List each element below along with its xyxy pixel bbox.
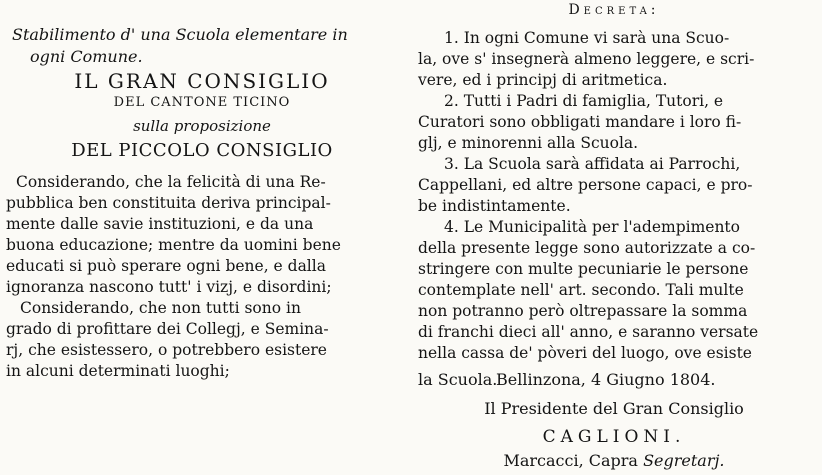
article-line: la, ove s' insegnerà almeno leggere, e scri- (418, 50, 755, 68)
article-line: glj, e minorenni alla Scuola. (418, 134, 639, 152)
preamble-line: Considerando, che non tutti sono in (20, 299, 301, 317)
decreta-heading: Decreta: (568, 2, 660, 18)
preamble-line: rj, che esistessero, o potrebbero esistere (6, 341, 327, 359)
article-line: della presente legge sono autorizzate a co- (418, 239, 756, 257)
article-line: 4. Le Municipalità per l'adempimento (444, 218, 740, 236)
preamble-line: in alcuni determinati luoghi; (6, 362, 230, 380)
article-line: stringere con multe pecuniarie le persone (418, 260, 749, 278)
decree-subject-line-2: ogni Comune. (30, 47, 143, 66)
article-line: 1. In ogni Comune vi sarà una Scuo- (444, 29, 730, 47)
article-line: di franchi dieci all' anno, e saranno versate (418, 323, 759, 341)
article-line: be indistintamente. (418, 197, 571, 215)
preamble-line: educati si può sperare ogni bene, e dalla (6, 257, 326, 275)
place-and-date: Bellinzona, 4 Giugno 1804. (496, 370, 716, 389)
article-line: 2. Tutti i Padri di famiglia, Tutori, e (444, 92, 724, 110)
president-line: Il Presidente del Gran Consiglio (484, 399, 744, 418)
article-line: contemplate nell' art. secondo. Tali multe (418, 281, 744, 299)
article-last-line: la Scuola. (418, 370, 498, 389)
president-signature: CAGLIONI. (542, 427, 686, 447)
preamble-line: Considerando, che la felicità di una Re- (16, 173, 326, 191)
preamble-line: mente dalle savie instituzioni, e da una (6, 215, 314, 233)
decree-subject-line-1: Stabilimento d' una Scuola elementare in (12, 25, 348, 44)
article-line: Cappellani, ed altre persone capaci, e pro- (418, 176, 753, 194)
article-line: vere, ed i principj di aritmetica. (418, 71, 668, 89)
preamble-line: pubblica ben constituita deriva principal- (6, 194, 331, 212)
preamble-line: grado di profittare dei Collegj, e Semina- (6, 320, 329, 338)
article-line: non potranno però oltrepassare la somma (418, 302, 748, 320)
proposal-line: sulla proposizione (133, 117, 271, 135)
article-line: Curatori sono obbligati mandare i loro fi- (418, 113, 742, 131)
secretaries-line (418, 451, 810, 470)
secretaries-names: Marcacci, Capra (503, 451, 638, 470)
preamble-line: buona educazione; mentre da uomini bene (6, 236, 341, 254)
preamble-line: ignoranza nascono tutt' i vizj, e disordini; (6, 278, 332, 296)
article-line: nella cassa de' pòveri del luogo, ove esiste (418, 344, 752, 362)
article-line: 3. La Scuola sarà affidata ai Parrochi, (444, 155, 741, 173)
secretaries-title: Segretarj. (643, 451, 725, 470)
issuing-body-title: IL GRAN CONSIGLIO (74, 69, 330, 93)
small-council-title: DEL PICCOLO CONSIGLIO (71, 140, 333, 161)
issuing-body-subtitle: DEL CANTONE TICINO (113, 95, 291, 110)
